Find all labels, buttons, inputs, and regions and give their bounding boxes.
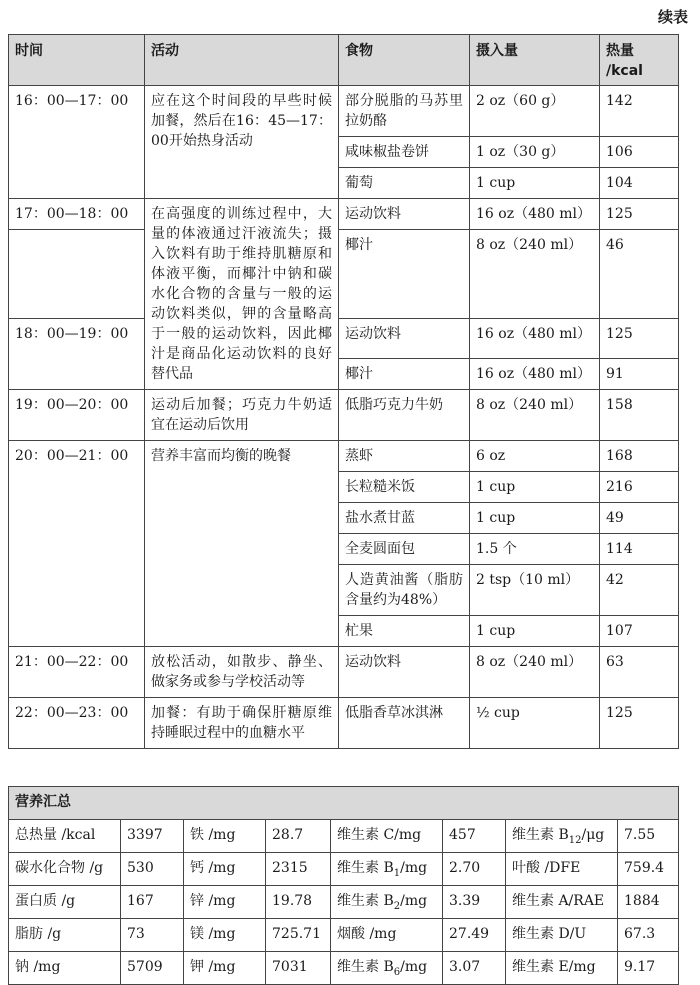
kcal-cell: 46 (600, 230, 679, 319)
summary-title-row (9, 787, 679, 820)
header-amount: 摄入量 (470, 35, 600, 86)
kcal-cell: 42 (600, 565, 679, 616)
food-cell: 全麦圆面包 (339, 534, 470, 565)
food-cell: 葡萄 (339, 168, 470, 199)
amount-cell: 16 oz（480 ml） (470, 359, 600, 390)
amount-cell: 1 cup (470, 168, 600, 199)
header-kcal: 热量 /kcal (600, 35, 679, 86)
summary-label: 钙 /mg (184, 853, 266, 886)
summary-label: 钾 /mg (184, 952, 266, 985)
summary-label: 锌 /mg (184, 886, 266, 919)
food-cell: 椰汁 (339, 230, 470, 319)
summary-value: 73 (121, 919, 184, 952)
amount-cell: 1 cup (470, 503, 600, 534)
activity-cell: 加餐：有助于确保肝糖原维持睡眠过程中的血糖水平 (145, 698, 339, 749)
table-row (9, 441, 679, 472)
kcal-cell: 125 (600, 319, 679, 359)
kcal-cell: 125 (600, 698, 679, 749)
food-cell: 低脂香草冰淇淋 (339, 698, 470, 749)
time-cell: 16：00—17：00 (9, 86, 145, 199)
summary-row (9, 886, 679, 919)
food-cell: 人造黄油酱（脂肪含量约为48%） (339, 565, 470, 616)
summary-row (9, 853, 679, 886)
summary-value: 2315 (266, 853, 331, 886)
food-cell: 运动饮料 (339, 199, 470, 230)
table-row (9, 199, 679, 230)
activity-cell: 应在这个时间段的早些时候加餐，然后在16：45—17：00开始热身活动 (145, 86, 339, 199)
kcal-cell: 168 (600, 441, 679, 472)
activity-cell: 放松活动，如散步、静坐、做家务或参与学校活动等 (145, 647, 339, 698)
summary-row (9, 952, 679, 985)
amount-cell: 1 cup (470, 472, 600, 503)
activity-cell: 在高强度的训练过程中，大量的体液通过汗液流失；摄入饮料有助于维持肌糖原和体液平衡，而椰汁中钠和碳水化合物的含量与一般的运动饮料类似，钾的含量略高于一般的运动饮料，因此椰汁是商品化运动饮料的良好替代品 (145, 199, 339, 390)
amount-cell: 16 oz（480 ml） (470, 199, 600, 230)
amount-cell: 1.5 个 (470, 534, 600, 565)
summary-label: 叶酸 /DFE (506, 853, 618, 886)
summary-value: 7.55 (618, 820, 679, 853)
summary-value: 457 (443, 820, 506, 853)
summary-label: 维生素 $B_{12}/\mu g$ (506, 820, 618, 853)
food-cell: 蒸虾 (339, 441, 470, 472)
amount-cell: 8 oz（240 ml） (470, 230, 600, 319)
amount-cell: 2 oz（60 g） (470, 86, 600, 137)
amount-cell: 8 oz（240 ml） (470, 647, 600, 698)
summary-title: 营养汇总 (9, 787, 679, 820)
summary-value: 2.70 (443, 853, 506, 886)
amount-cell: 1 oz（30 g） (470, 137, 600, 168)
header-time: 时间 (9, 35, 145, 86)
amount-cell: ½ cup (470, 698, 600, 749)
summary-value: 167 (121, 886, 184, 919)
time-cell: 17：00—18：00 (9, 199, 145, 230)
summary-value: 725.71 (266, 919, 331, 952)
nutrition-summary-table (8, 786, 679, 985)
food-cell: 长粒糙米饭 (339, 472, 470, 503)
summary-value: 7031 (266, 952, 331, 985)
amount-cell: 8 oz（240 ml） (470, 390, 600, 441)
summary-label: 钠 /mg (9, 952, 121, 985)
activity-cell: 营养丰富而均衡的晚餐 (145, 441, 339, 647)
summary-value: 28.7 (266, 820, 331, 853)
kcal-cell: 106 (600, 137, 679, 168)
amount-cell: 16 oz（480 ml） (470, 319, 600, 359)
time-cell: 22：00—23：00 (9, 698, 145, 749)
kcal-cell: 158 (600, 390, 679, 441)
activity-cell: 运动后加餐；巧克力牛奶适宜在运动后饮用 (145, 390, 339, 441)
food-cell: 部分脱脂的马苏里拉奶酪 (339, 86, 470, 137)
food-cell: 椰汁 (339, 359, 470, 390)
food-cell: 杧果 (339, 616, 470, 647)
summary-label: 镁 /mg (184, 919, 266, 952)
summary-row (9, 820, 679, 853)
summary-value: 67.3 (618, 919, 679, 952)
time-cell: 19：00—20：00 (9, 390, 145, 441)
summary-label: 维生素 D/U (506, 919, 618, 952)
food-cell: 盐水煮甘蓝 (339, 503, 470, 534)
summary-value: 1884 (618, 886, 679, 919)
time-cell: 20：00—21：00 (9, 441, 145, 647)
table-row (9, 647, 679, 698)
table-row (9, 319, 679, 359)
kcal-cell: 114 (600, 534, 679, 565)
kcal-cell: 49 (600, 503, 679, 534)
table-row (9, 698, 679, 749)
food-cell: 低脂巧克力牛奶 (339, 390, 470, 441)
summary-value: 3.39 (443, 886, 506, 919)
food-cell: 咸味椒盐卷饼 (339, 137, 470, 168)
summary-value: 530 (121, 853, 184, 886)
time-cell: 18：00—19：00 (9, 319, 145, 390)
kcal-cell: 216 (600, 472, 679, 503)
table-row (9, 230, 679, 319)
meal-schedule-table (8, 34, 679, 749)
kcal-cell: 91 (600, 359, 679, 390)
summary-label: 维生素 E/mg (506, 952, 618, 985)
summary-label: 维生素 C/mg (331, 820, 443, 853)
summary-label: 脂肪 /g (9, 919, 121, 952)
summary-row (9, 919, 679, 952)
summary-value: 3397 (121, 820, 184, 853)
kcal-cell: 142 (600, 86, 679, 137)
time-cell: 21：00—22：00 (9, 647, 145, 698)
food-cell: 运动饮料 (339, 647, 470, 698)
summary-value: 759.4 (618, 853, 679, 886)
amount-cell: 1 cup (470, 616, 600, 647)
summary-value: 19.78 (266, 886, 331, 919)
kcal-cell: 104 (600, 168, 679, 199)
summary-label: 蛋白质 /g (9, 886, 121, 919)
summary-label: 维生素 $B_6/mg$ (331, 952, 443, 985)
summary-label: 维生素 $B_2/mg$ (331, 886, 443, 919)
table-header-row (9, 35, 679, 86)
summary-value: 27.49 (443, 919, 506, 952)
header-food: 食物 (339, 35, 470, 86)
amount-cell: 2 tsp（10 ml） (470, 565, 600, 616)
time-cell-empty (9, 230, 145, 319)
amount-cell: 6 oz (470, 441, 600, 472)
table-row (9, 390, 679, 441)
summary-label: 烟酸 /mg (331, 919, 443, 952)
kcal-cell: 125 (600, 199, 679, 230)
summary-label: 维生素 A/RAE (506, 886, 618, 919)
summary-value: 3.07 (443, 952, 506, 985)
kcal-cell: 107 (600, 616, 679, 647)
summary-label: 总热量 /kcal (9, 820, 121, 853)
summary-value: 9.17 (618, 952, 679, 985)
summary-label: 铁 /mg (184, 820, 266, 853)
summary-value: 5709 (121, 952, 184, 985)
summary-label: 碳水化合物 /g (9, 853, 121, 886)
table-row (9, 86, 679, 137)
continued-table-note: 续表 (657, 8, 688, 26)
kcal-cell: 63 (600, 647, 679, 698)
summary-label: 维生素 $B_1/mg$ (331, 853, 443, 886)
food-cell: 运动饮料 (339, 319, 470, 359)
header-activity: 活动 (145, 35, 339, 86)
